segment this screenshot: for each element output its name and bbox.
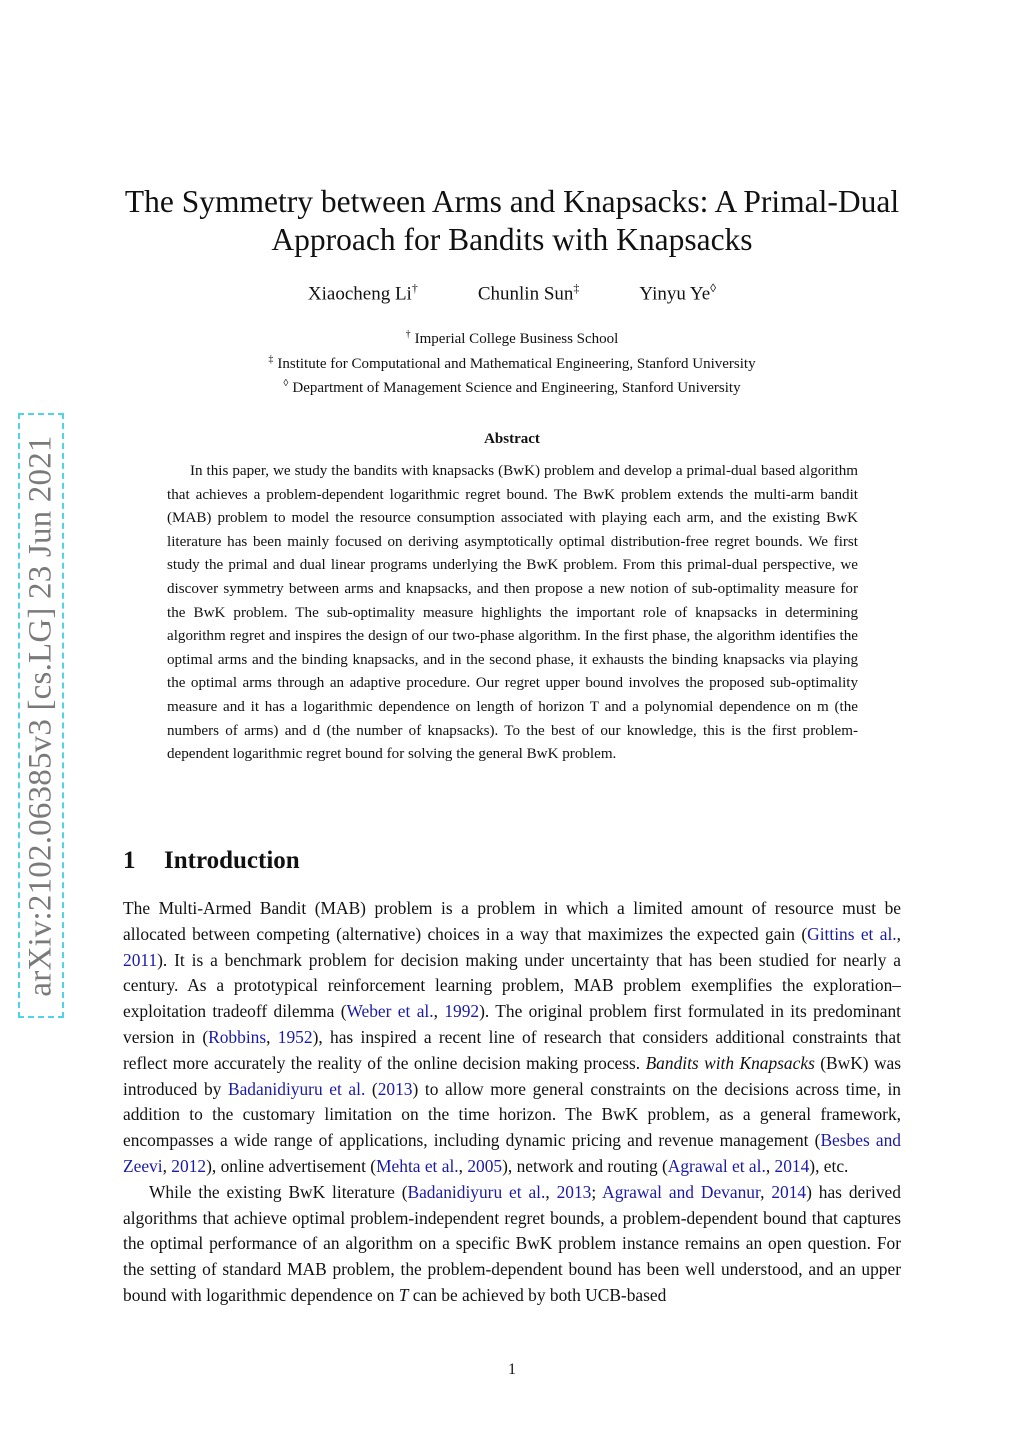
title-line-1: The Symmetry between Arms and Knapsacks: A Primal-Dual [124, 184, 900, 219]
author: Xiaocheng Li† [307, 281, 418, 305]
body-text: ) has derived algorithms that achieve optimal problem-independent regret bounds, a problem-dependent bound that captures the optimal performance of an algorithm on a specific BwK problem instance remains an open question. For the setting of standard MAB problem, the problem-dependent bound has been well understood, and an upper bound with logarithmic dependence on [123, 1181, 901, 1305]
affiliation: ◊ Department of Management Science and Engineering, Stanford University [283, 378, 741, 396]
body-text: ), network and routing ( [502, 1155, 668, 1176]
arxiv-side-stamp[interactable] [18, 413, 64, 1018]
citation-link[interactable]: 1992 [444, 1001, 480, 1022]
citation-link[interactable]: Badanidiyuru et al. [407, 1181, 546, 1202]
author: Yinyu Ye◊ [639, 281, 717, 305]
citation-link[interactable]: 1952 [277, 1026, 313, 1047]
citation-link[interactable]: 2011 [123, 949, 158, 970]
paper-title [100, 183, 924, 259]
body-text: , [266, 1026, 278, 1047]
citation-link[interactable]: 2005 [467, 1155, 503, 1176]
citation-link[interactable]: 2013 [556, 1181, 592, 1202]
citation-link[interactable]: 2014 [774, 1155, 810, 1176]
page-number: 1 [508, 1361, 516, 1378]
citation-link[interactable]: Besbes and Zeevi [123, 1130, 901, 1176]
body-text: ) to allow more general constraints on the decisions across time, in addition to the customary limitation on the time horizon. The BwK problem, as a general framework, encompasses a wide range of applications, including dynamic pricing and revenue management ( [123, 1078, 901, 1151]
section-number: 1 [123, 847, 136, 874]
body-text: , [765, 1155, 775, 1176]
section-heading [123, 847, 300, 875]
introduction-body [123, 896, 901, 1309]
arxiv-id: arXiv:2102.06385v3 [cs.LG] 23 Jun 2021 [22, 434, 59, 997]
affiliation: ‡ Institute for Computational and Mathematical Engineering, Stanford University [268, 353, 756, 372]
citation-link[interactable]: 2014 [771, 1181, 807, 1202]
body-text: can be achieved by both UCB-based [408, 1284, 667, 1305]
emphasis-text: T [398, 1284, 409, 1305]
citation-link[interactable]: Agrawal and Devanur [602, 1181, 761, 1202]
affiliation-list [100, 325, 924, 399]
affiliation: † Imperial College Business School [405, 329, 619, 347]
title-line-2: Approach for Bandits with Knapsacks [271, 222, 753, 257]
body-text: While the existing BwK literature ( [149, 1181, 408, 1202]
section-title: Introduction [164, 847, 300, 874]
body-text: (BwK) was introduced by [123, 1052, 902, 1099]
body-text: , [545, 1181, 557, 1202]
body-text: , [896, 923, 901, 944]
body-text: ; [591, 1181, 603, 1202]
citation-link[interactable]: Gittins et al. [807, 923, 897, 944]
citation-link[interactable]: Weber et al. [346, 1001, 434, 1022]
body-text: , [760, 1181, 772, 1202]
citation-link[interactable]: Mehta et al. [376, 1155, 459, 1176]
author-list [100, 281, 924, 305]
abstract-text: In this paper, we study the bandits with knapsacks (BwK) problem and develop a primal-dual based algorithm that achieves a problem-dependent logarithmic regret bound. The BwK problem extends the multi-arm bandit (MAB) problem to model the resource consumption associated with playing each arm, and the existing BwK literature has been mainly focused on deriving asymptotically optimal distribution-free regret bounds. We first study the primal and dual linear programs underlying the BwK problem. From this primal-dual perspective, we discover symmetry between arms and knapsacks, and then propose a new notion of sub-optimality measure for the BwK problem. The sub-optimality measure highlights the important role of knapsacks in determining algorithm regret and inspires the design of our two-phase algorithm. In the first phase, the algorithm identifies the optimal arms and the binding knapsacks, and in the second phase, it exhausts the binding knapsacks via playing the optimal arms through an adaptive procedure. Our regret upper bound involves the proposed sub-optimality measure and it has a logarithmic dependence on length of horizon T and a polynomial dependence on m (the numbers of arms) and d (the number of knapsacks). To the best of our knowledge, this is the first problem-dependent logarithmic regret bound for solving the general BwK problem. [167, 463, 858, 763]
emphasis-text: Bandits with Knapsacks [645, 1052, 815, 1073]
body-text: ( [365, 1078, 378, 1099]
body-text: ), etc. [809, 1155, 849, 1176]
author: Chunlin Sun‡ [477, 281, 580, 305]
body-text: ). The original problem first formulated in its predominant version in ( [123, 1001, 901, 1047]
citation-link[interactable]: Robbins [208, 1026, 267, 1047]
citation-link[interactable]: 2013 [377, 1078, 413, 1099]
paragraph [123, 896, 901, 1180]
body-text: ), online advertisement ( [206, 1155, 377, 1176]
body-text: , [433, 1001, 445, 1022]
citation-link[interactable]: 2012 [171, 1155, 207, 1176]
body-text: The Multi-Armed Bandit (MAB) problem is a problem in which a limited amount of resource must be allocated between competing (alternative) choices in a way that maximizes the expected gain ( [123, 898, 901, 944]
abstract-heading: Abstract [484, 431, 540, 447]
body-text: ). It is a benchmark problem for decision making under uncertainty that has been studied for nearly a century. As a prototypical reinforcement learning problem, MAB problem exemplifies the exploration–exploitation tradeoff dilemma ( [123, 949, 901, 1022]
paragraph [123, 1180, 901, 1309]
citation-link[interactable]: Badanidiyuru et al. [227, 1078, 366, 1099]
body-text: , [162, 1155, 172, 1176]
body-text: , [458, 1155, 468, 1176]
citation-link[interactable]: Agrawal et al. [667, 1155, 766, 1176]
body-text: ), has inspired a recent line of research that considers additional constraints that reflect more accurately the reality of the online decision making process. [123, 1026, 901, 1073]
